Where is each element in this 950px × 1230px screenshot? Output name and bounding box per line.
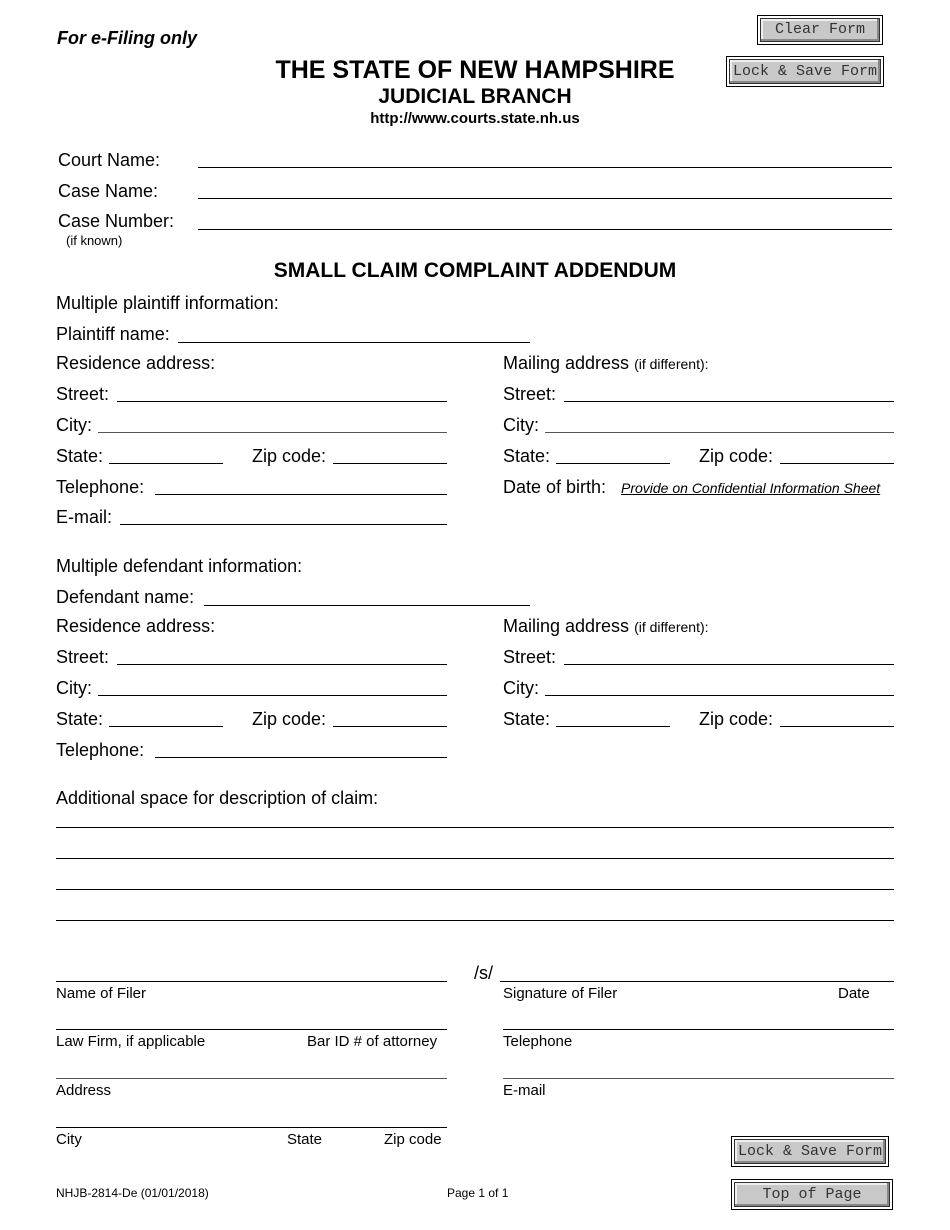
defendant-street-label: Street: <box>56 647 110 667</box>
court-name-field[interactable] <box>198 167 892 168</box>
defendant-telephone-field[interactable] <box>155 757 447 758</box>
defendant-mail-zip-label: Zip code: <box>699 709 774 729</box>
page-number: Page 1 of 1 <box>447 1186 509 1200</box>
plaintiff-mailing-note: (if different): <box>634 356 709 372</box>
claim-description-label: Additional space for description of claim: <box>56 788 379 808</box>
plaintiff-mail-state-field[interactable] <box>556 463 670 464</box>
filer-state-label: State <box>287 1131 323 1148</box>
slash-s: /s/ <box>474 963 494 983</box>
branch-title: JUDICIAL BRANCH <box>378 85 572 108</box>
court-name-label: Court Name: <box>58 150 161 170</box>
defendant-name-label: Defendant name: <box>56 587 195 607</box>
defendant-mail-zip-field[interactable] <box>780 726 894 727</box>
name-of-filer-field[interactable] <box>56 981 447 982</box>
court-url: http://www.courts.state.nh.us <box>370 110 580 127</box>
claim-line-3[interactable] <box>56 889 894 890</box>
plaintiff-email-label: E-mail: <box>56 507 113 527</box>
filer-zip-label: Zip code <box>384 1131 442 1148</box>
plaintiff-telephone-field[interactable] <box>155 494 447 495</box>
case-name-field[interactable] <box>198 198 892 199</box>
plaintiff-mailing-label <box>503 353 709 374</box>
form-title: SMALL CLAIM COMPLAINT ADDENDUM <box>273 259 677 282</box>
if-known-note: (if known) <box>66 233 123 248</box>
city-state-zip-field[interactable] <box>56 1127 447 1128</box>
plaintiff-street-field[interactable] <box>117 401 447 402</box>
defendant-mailing-note: (if different): <box>634 619 709 635</box>
defendant-state-field[interactable] <box>109 726 223 727</box>
plaintiff-zip-field[interactable] <box>333 463 447 464</box>
filer-email-label: E-mail <box>503 1082 546 1099</box>
plaintiff-city-label: City: <box>56 415 92 435</box>
defendant-state-label: State: <box>56 709 104 729</box>
plaintiff-mail-zip-label: Zip code: <box>699 446 774 466</box>
plaintiff-telephone-label: Telephone: <box>56 477 145 497</box>
defendant-mailing-text: Mailing address <box>503 616 630 636</box>
plaintiff-city-field[interactable] <box>98 432 447 433</box>
defendant-mail-state-label: State: <box>503 709 551 729</box>
defendant-city-field[interactable] <box>98 695 447 696</box>
date-label: Date <box>838 985 870 1002</box>
law-firm-label: Law Firm, if applicable <box>56 1033 206 1050</box>
claim-line-2[interactable] <box>56 858 894 859</box>
law-firm-field[interactable] <box>56 1029 447 1030</box>
lock-save-form-button[interactable]: Lock & Save Form <box>729 59 881 84</box>
plaintiff-mailing-text: Mailing address <box>503 353 630 373</box>
clear-form-button[interactable]: Clear Form <box>760 18 880 42</box>
plaintiff-dob-label: Date of birth: <box>503 477 607 497</box>
defendant-mail-city-label: City: <box>503 678 539 698</box>
state-title: THE STATE OF NEW HAMPSHIRE <box>275 56 675 84</box>
address-label: Address <box>56 1082 112 1099</box>
filer-telephone-label: Telephone <box>503 1033 573 1050</box>
top-of-page-button[interactable]: Top of Page <box>734 1182 890 1207</box>
plaintiff-mail-street-label: Street: <box>503 384 557 404</box>
plaintiff-mail-state-label: State: <box>503 446 551 466</box>
plaintiff-name-label: Plaintiff name: <box>56 324 170 344</box>
defendant-mail-city-field[interactable] <box>545 695 894 696</box>
case-number-label: Case Number: <box>58 211 175 231</box>
claim-line-4[interactable] <box>56 920 894 921</box>
defendant-street-field[interactable] <box>117 664 447 665</box>
signature-field[interactable] <box>500 981 894 982</box>
bar-id-label: Bar ID # of attorney <box>307 1033 438 1050</box>
defendant-mail-street-field[interactable] <box>564 664 894 665</box>
plaintiff-mail-street-field[interactable] <box>564 401 894 402</box>
claim-line-1[interactable] <box>56 827 894 828</box>
plaintiff-mail-zip-field[interactable] <box>780 463 894 464</box>
defendant-zip-label: Zip code: <box>252 709 327 729</box>
defendant-mailing-label <box>503 616 709 637</box>
defendant-mail-street-label: Street: <box>503 647 557 667</box>
defendant-city-label: City: <box>56 678 92 698</box>
case-number-field[interactable] <box>198 229 892 230</box>
plaintiff-state-field[interactable] <box>109 463 223 464</box>
plaintiff-email-field[interactable] <box>120 524 447 525</box>
plaintiff-residence-label: Residence address: <box>56 353 216 373</box>
plaintiff-zip-label: Zip code: <box>252 446 327 466</box>
plaintiff-name-field[interactable] <box>178 342 530 343</box>
plaintiff-mail-city-field[interactable] <box>545 432 894 433</box>
plaintiff-street-label: Street: <box>56 384 110 404</box>
defendant-section-label: Multiple defendant information: <box>56 556 303 576</box>
defendant-name-field[interactable] <box>204 605 530 606</box>
signature-of-filer-label: Signature of Filer <box>503 985 618 1002</box>
name-of-filer-label: Name of Filer <box>56 985 147 1002</box>
lock-save-form-bottom-button[interactable]: Lock & Save Form <box>734 1139 886 1164</box>
efiling-label: For e-Filing only <box>57 28 197 48</box>
form-id: NHJB-2814-De (01/01/2018) <box>56 1186 209 1200</box>
defendant-telephone-label: Telephone: <box>56 740 145 760</box>
address-field[interactable] <box>56 1078 447 1079</box>
plaintiff-state-label: State: <box>56 446 104 466</box>
filer-telephone-field[interactable] <box>503 1029 894 1030</box>
plaintiff-section-label: Multiple plaintiff information: <box>56 293 279 313</box>
defendant-residence-label: Residence address: <box>56 616 216 636</box>
filer-email-field[interactable] <box>503 1078 894 1079</box>
filer-city-label: City <box>56 1131 82 1148</box>
plaintiff-mail-city-label: City: <box>503 415 539 435</box>
case-name-label: Case Name: <box>58 181 159 201</box>
defendant-zip-field[interactable] <box>333 726 447 727</box>
defendant-mail-state-field[interactable] <box>556 726 670 727</box>
plaintiff-dob-note: Provide on Confidential Information Sheet <box>621 480 881 496</box>
